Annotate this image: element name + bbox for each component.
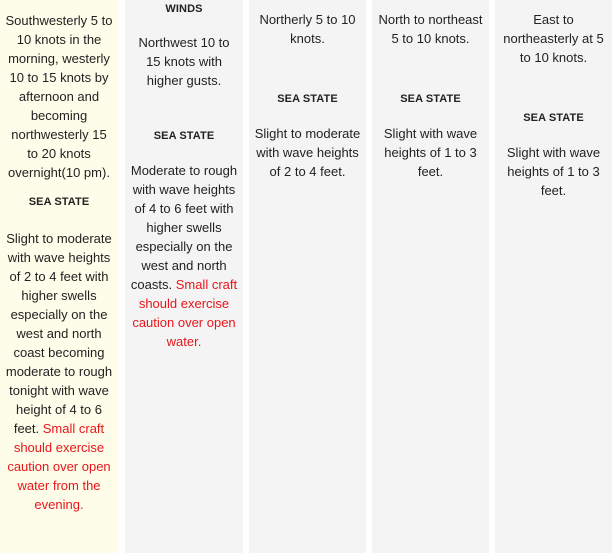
- sea-state-text: [5, 229, 113, 514]
- sea-state-description: Moderate to rough with wave heights of 4 to 6 feet with higher swells especially on the west and north coasts.: [130, 163, 238, 292]
- sea-state-text: Slight with wave heights of 1 to 3 feet.: [506, 145, 601, 198]
- sea-state-text: Slight to moderate with wave heights of 2 to 4 feet.: [254, 126, 361, 179]
- wind-forecast-text: North to northeast 5 to 10 knots.: [378, 12, 483, 46]
- small-craft-warning: Small craft should exercise caution over open water.: [132, 277, 238, 349]
- forecast-column-day-4: [372, 0, 489, 553]
- sea-state-heading: SEA STATE: [400, 93, 461, 105]
- wind-forecast-text: Southwesterly 5 to 10 knots in the morning, westerly 10 to 15 knots by afternoon and becoming northwesterly 15 to 20 knots overnight(10 pm).: [5, 13, 113, 180]
- wind-forecast-text: Northwest 10 to 15 knots with higher gusts.: [138, 35, 230, 88]
- sea-state-text: [130, 161, 238, 351]
- sea-state-text: Slight with wave heights of 1 to 3 feet.: [383, 126, 478, 179]
- forecast-column-tonight: [125, 0, 243, 553]
- forecast-column-today: [0, 0, 118, 553]
- small-craft-warning: Small craft should exercise caution over open water from the evening.: [7, 421, 111, 512]
- sea-state-heading: SEA STATE: [523, 112, 584, 124]
- sea-state-heading: SEA STATE: [28, 196, 90, 208]
- sea-state-heading: SEA STATE: [153, 130, 215, 142]
- forecast-column-day-5: [495, 0, 612, 553]
- wind-forecast-text: Northerly 5 to 10 knots.: [259, 12, 356, 46]
- wind-forecast-text: East to northeasterly at 5 to 10 knots.: [503, 12, 604, 65]
- forecast-column-day-3: [249, 0, 366, 553]
- sea-state-heading: SEA STATE: [277, 93, 338, 105]
- sea-state-description: Slight to moderate with wave heights of 2 to 4 feet with higher swells especially on the west and north coast becoming moderate to rough tonight with wave height of 4 to 6 feet.: [5, 231, 113, 436]
- winds-heading: WINDS: [165, 3, 203, 15]
